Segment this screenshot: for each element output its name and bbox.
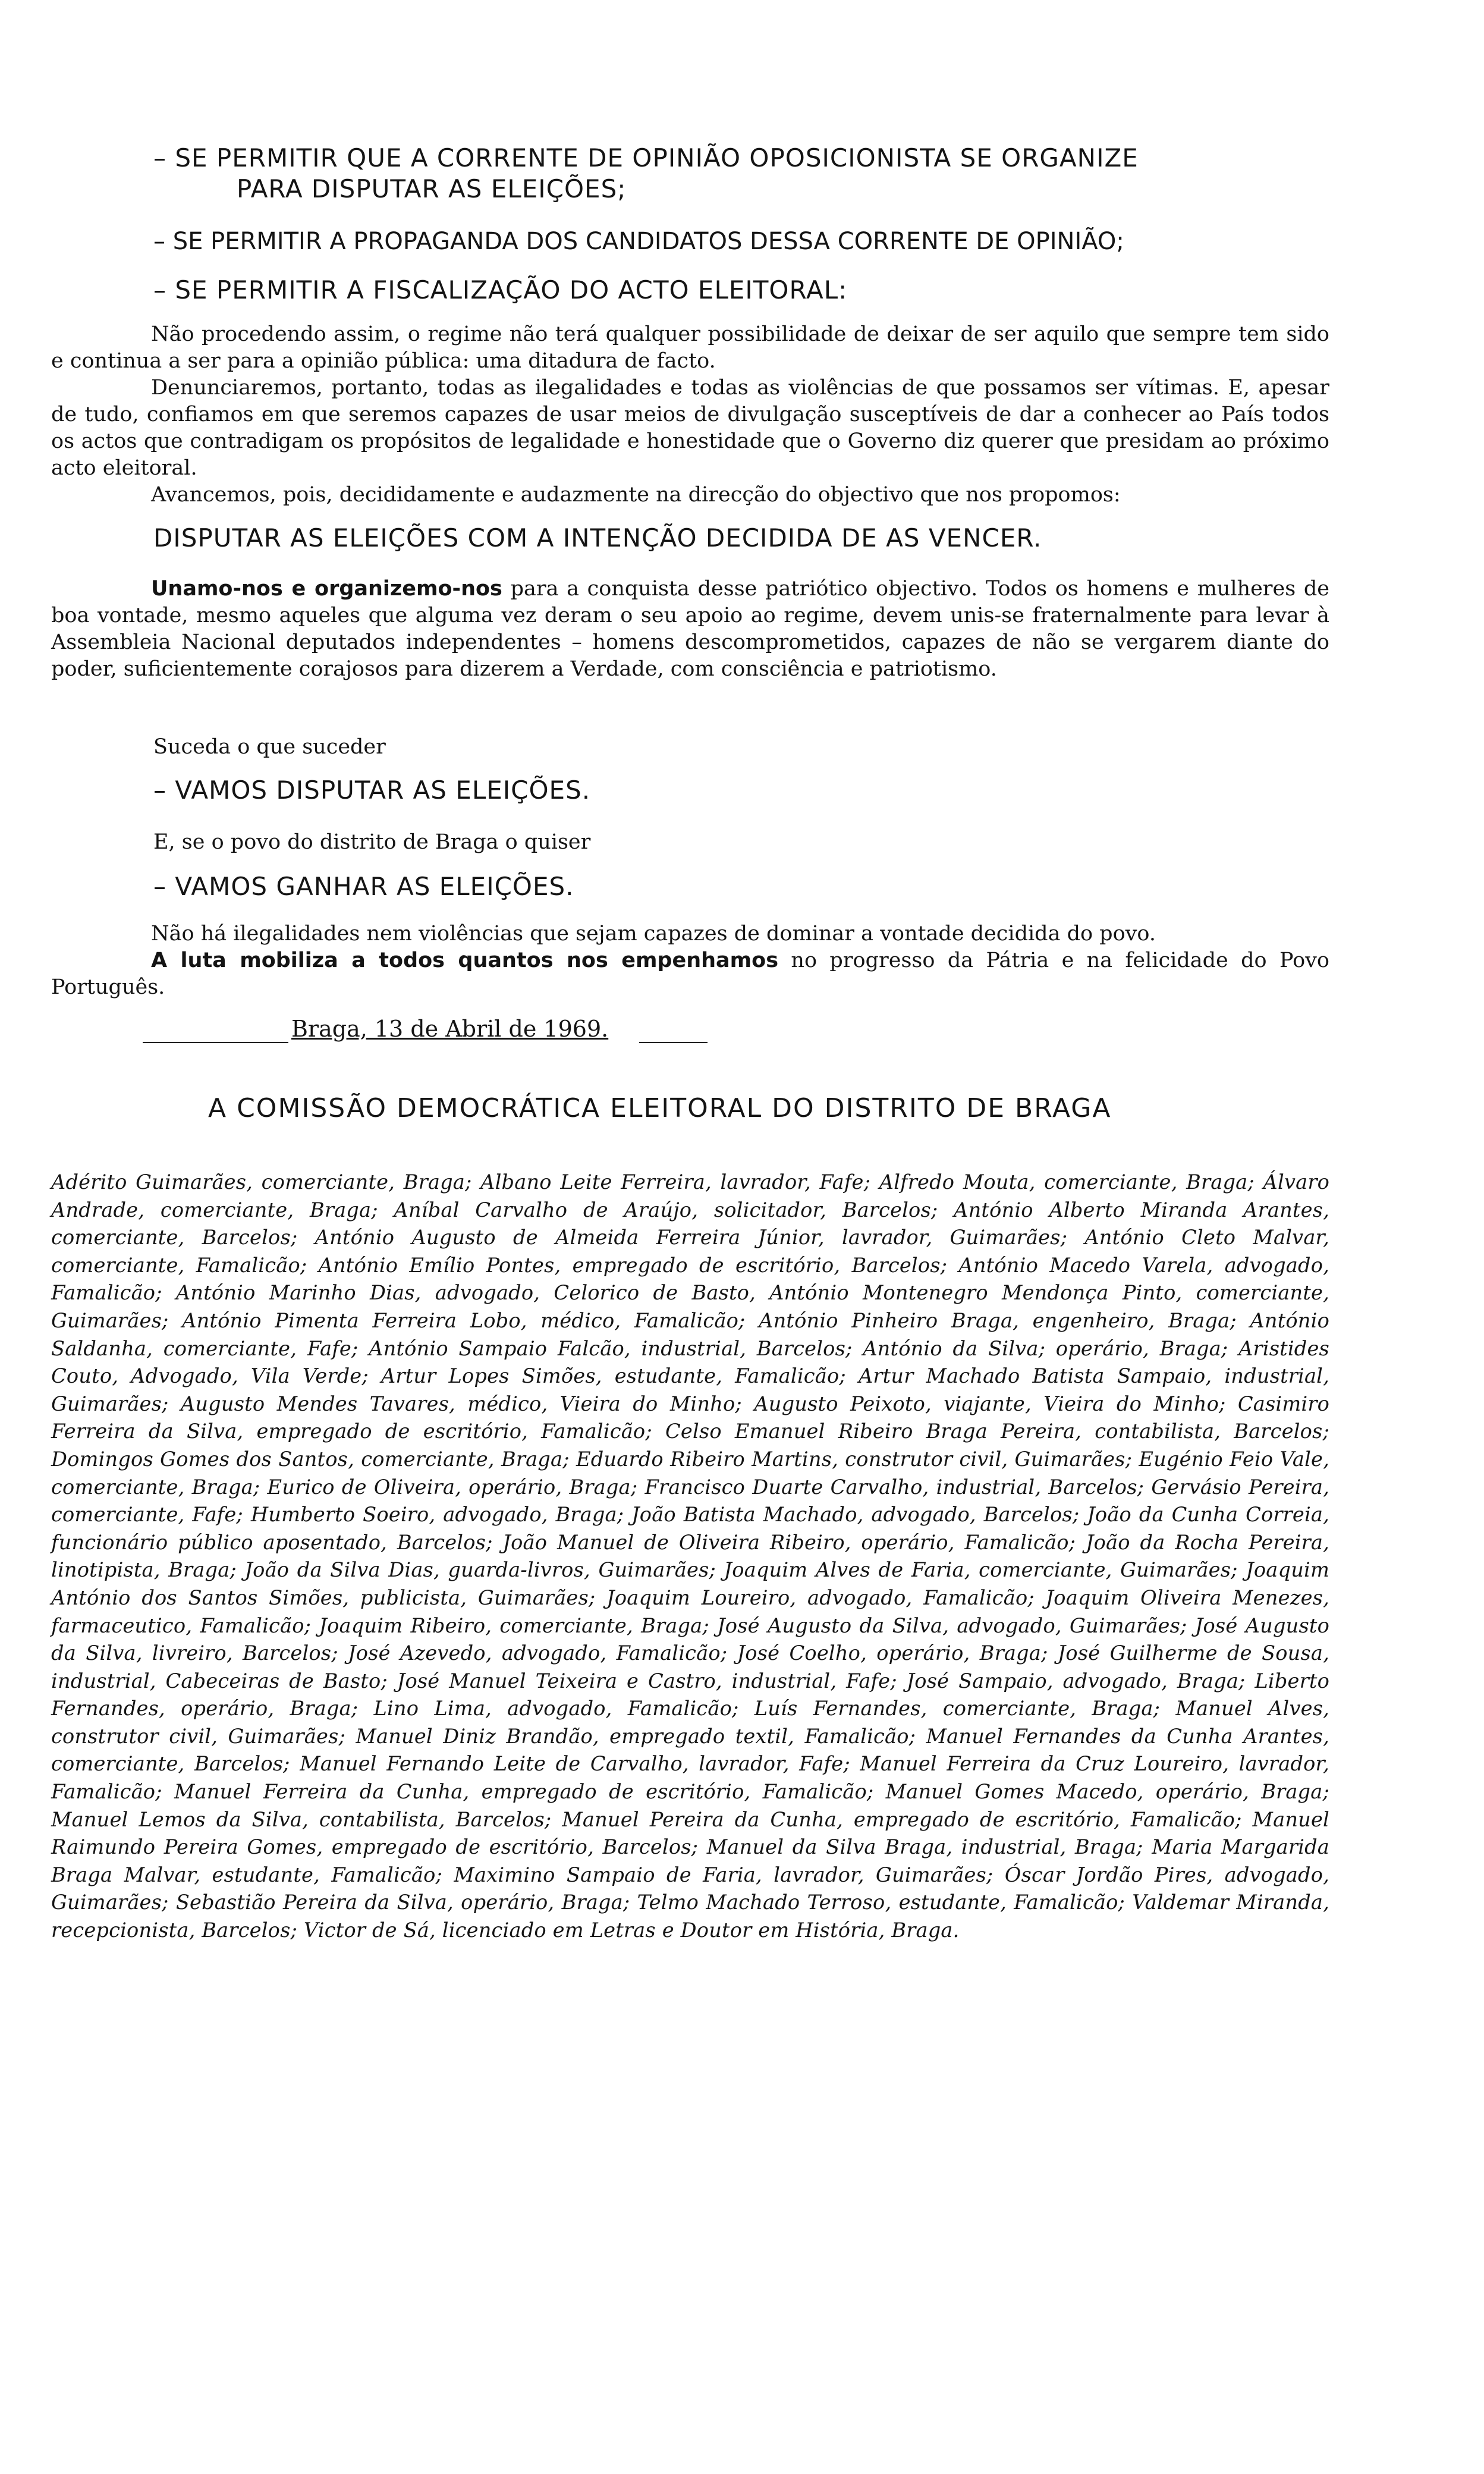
paragraph-if-people-want: E, se o povo do distrito de Braga o quiser: [153, 830, 591, 854]
dateline-text: Braga, 13 de Abril de 1969.: [291, 1016, 609, 1042]
paragraph-denounce: Denunciaremos, portanto, todas as ilegalidades e todas as violências de que possamos ser vítimas. E, apesar de tudo, confiamos em que seremos capazes de usar meios de divulgação susceptíveis de dar a conhecer ao País todos os actos que contradigam os propósitos de legalidade e honestidade que o Governo diz querer que presidam ao próximo acto eleitoral.: [51, 376, 1329, 480]
struggle-emphasis: A luta mobiliza a todos quantos nos empenhamos: [151, 949, 779, 972]
members-list: Adérito Guimarães, comerciante, Braga; Albano Leite Ferreira, lavrador, Fafe; Alfredo Mouta, comerciante, Braga; Álvaro Andrade, comerciante, Braga; Aníbal Carvalho de Araújo, solicitador, Barcelos; António Alberto Miranda Arantes, comerciante, Barcelos; António Augusto de Almeida Ferreira Júnior, lavrador, Guimarães; António Cleto Malvar, comerciante, Famalicão; António Emílio Pontes, empregado de escritório, Barcelos; António Macedo Varela, advogado, Famalicão; António Marinho Dias, advogado, Celorico de Basto, António Montenegro Mendonça Pinto, comerciante, Guimarães; António Pimenta Ferreira Lobo, médico, Famalicão; António Pinheiro Braga, engenheiro, Braga; António Saldanha, comerciante, Fafe; António Sampaio Falcão, industrial, Barcelos; António da Silva; operário, Braga; Aristides Couto, Advogado, Vila Verde; Artur Lopes Simões, estudante, Famalicão; Artur Machado Batista Sampaio, industrial, Guimarães; Augusto Mendes Tavares, médico, Vieira do Minho; Augusto Peixoto, viajante, Vieira do Minho; Casimiro Ferreira da Silva, empregado de escritório, Famalicão; Celso Emanuel Ribeiro Braga Pereira, contabilista, Barcelos; Domingos Gomes dos Santos, comerciante, Braga; Eduardo Ribeiro Martins, construtor civil, Guimarães; Eugénio Feio Vale, comerciante, Braga; Eurico de Oliveira, operário, Braga; Francisco Duarte Carvalho, industrial, Barcelos; Gervásio Pereira, comerciante, Fafe; Humberto Soeiro, advogado, Braga; João Batista Machado, advogado, Barcelos; João da Cunha Correia, funcionário público aposentado, Barcelos; João Manuel de Oliveira Ribeiro, operário, Famalicão; João da Rocha Pereira, linotipista, Braga; João da Silva Dias, guarda-livros, Guimarães; Joaquim Alves de Faria, comerciante, Guimarães; Joaquim António dos Santos Simões, publicista, Guimarães; Joaquim Loureiro, advogado, Famalicão; Joaquim Oliveira Menezes, farmaceutico, Famalicão; Joaquim Ribeiro, comerciante, Braga; José Augusto da Silva, advogado, Guimarães; José Augusto da Silva, livreiro, Barcelos; José Azevedo, advogado, Famalicão; José Coelho, operário, Braga; José Guilherme de Sousa, industrial, Cabeceiras de Basto; José Manuel Teixeira e Castro, industrial, Fafe; José Sampaio, advogado, Braga; Liberto Fernandes, operário, Braga; Lino Lima, advogado, Famalicão; Luís Fernandes, comerciante, Braga; Manuel Alves, construtor civil, Guimarães; Manuel Diniz Brandão, empregado textil, Famalicão; Manuel Fernandes da Cunha Arantes, comerciante, Barcelos; Manuel Fernando Leite de Carvalho, lavrador, Fafe; Manuel Ferreira da Cruz Loureiro, lavrador, Famalicão; Manuel Ferreira da Cunha, empregado de escritório, Famalicão; Manuel Gomes Macedo, operário, Braga; Manuel Lemos da Silva, contabilista, Barcelos; Manuel Pereira da Cunha, empregado de escritório, Famalicão; Manuel Raimundo Pereira Gomes, empregado de escritório, Barcelos; Manuel da Silva Braga, industrial, Braga; Maria Margarida Braga Malvar, estudante, Famalicão; Maximino Sampaio de Faria, lavrador, Guimarães; Óscar Jordão Pires, advogado, Guimarães; Sebastião Pereira da Silva, operário, Braga; Telmo Machado Terroso, estudante, Famalicão; Valdemar Miranda, recepcionista, Barcelos; Victor de Sá, licenciado em Letras e Doutor em História, Braga.: [51, 1170, 1329, 1942]
paragraph-unite: [51, 576, 1329, 683]
paragraph-no-illegalities: Não há ilegalidades nem violências que sejam capazes de dominar a vontade decidida do povo.: [151, 922, 1156, 946]
demand-text-continuation: PARA DISPUTAR AS ELEIÇÕES;: [237, 174, 627, 203]
demand-inspection: [153, 275, 1342, 306]
paragraph-regime: Não procedendo assim, o regime não terá qualquer possibilidade de deixar de ser aquilo que sempre tem sido e continua a ser para a opinião pública: uma ditadura de facto.: [51, 322, 1329, 373]
headline-dispute: DISPUTAR AS ELEIÇÕES COM A INTENÇÃO DECIDIDA DE AS VENCER.: [153, 523, 1042, 552]
demand-dash: –: [153, 143, 166, 172]
demand-text: SE PERMITIR A PROPAGANDA DOS CANDIDATOS DESSA CORRENTE DE OPINIÃO;: [172, 228, 1124, 255]
demand-text: SE PERMITIR A FISCALIZAÇÃO DO ACTO ELEITORAL:: [175, 275, 848, 304]
unite-text: para a conquista desse patriótico objectivo. Todos os homens e mulheres de boa vontade, mesmo aqueles que alguma vez deram o seu apoio ao regime, devem unis-se fraternalmente para levar à Assembleia Nacional deputados independentes – homens descomprometidos, capazes de não se vergarem diante do poder, suficientemente corajosos para dizerem a Verdade, com consciência e patriotismo.: [51, 577, 1329, 681]
slogan-win: – VAMOS GANHAR AS ELEIÇÕES.: [153, 872, 574, 901]
demand-propaganda: [153, 226, 1342, 257]
unite-emphasis: Unamo-nos e organizemo-nos: [151, 577, 502, 601]
struggle-text: no progresso da Pátria e na felicidade do Povo Português.: [51, 949, 1329, 999]
paragraph-whatever-happens: Suceda o que suceder: [153, 735, 386, 759]
dateline-rule-left: [143, 1042, 288, 1043]
demand-dash: –: [153, 228, 165, 255]
dateline-rule-right: [639, 1042, 708, 1043]
slogan-dispute: – VAMOS DISPUTAR AS ELEIÇÕES.: [153, 776, 591, 805]
paragraph-advance: Avancemos, pois, decididamente e audazmente na direcção do objectivo que nos propomos:: [151, 483, 1121, 507]
demand-dash: –: [153, 275, 166, 304]
demand-text: SE PERMITIR QUE A CORRENTE DE OPINIÃO OPOSICIONISTA SE ORGANIZE: [175, 143, 1139, 172]
paragraph-struggle: [51, 947, 1329, 1001]
demand-organize: [153, 143, 1342, 205]
dateline: [143, 1016, 737, 1051]
commission-title: A COMISSÃO DEMOCRÁTICA ELEITORAL DO DISTRITO DE BRAGA: [208, 1093, 1112, 1123]
